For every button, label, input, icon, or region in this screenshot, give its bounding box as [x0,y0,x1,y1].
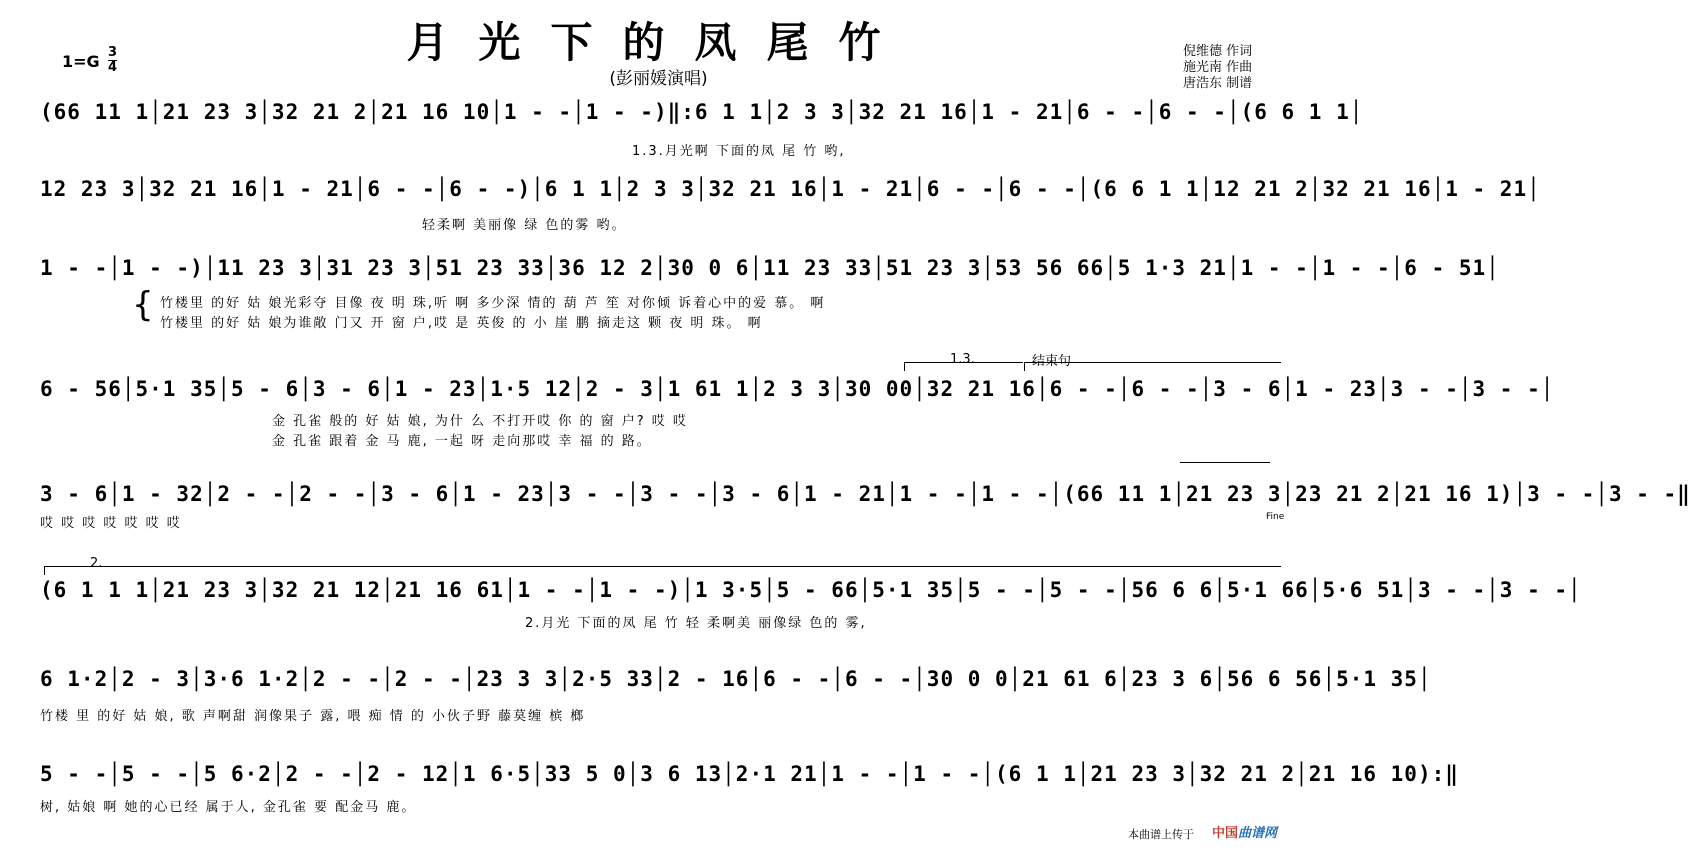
logo-part-1: 中国 [1212,826,1239,841]
time-signature-top: 3 [108,45,118,60]
lyric-line-7: 竹楼 里 的好 姑 娘, 歌 声啊甜 润像果子 露, 喂 痴 情 的 小伙子野 藤莫缠 槟 榔 [40,709,586,724]
song-title: 月光下的凤尾竹 [406,18,911,67]
credit-transcriber: 唐浩东 制谱 [1183,76,1253,91]
fine-mark: Fine [1266,512,1285,522]
staff-line-6: (6 1 1 1│21 23 3│32 21 12│21 16 61│1 - -│1 - -)│1 3·5│5 - 66│5·1 35│5 - -│5 - -│56 6 6│5·1 66│5·6 51│3 - -│3 - -│ [40,578,1582,602]
lyric-line-8: 树, 姑娘 啊 她的心已经 属于人, 金孔雀 要 配金马 鹿。 [40,800,417,815]
lyric-line-4b: 金 孔雀 跟着 金 马 鹿, 一起 呀 走向那哎 幸 福 的 路。 [272,434,652,449]
time-signature-bottom: 4 [108,60,118,75]
lyric-line-6: 2.月光 下面的凤 尾 竹 轻 柔啊美 丽像绿 色的 雾, [525,616,867,631]
upload-note: 本曲谱上传于 [1128,828,1194,841]
lyric-line-3b: 竹楼里 的好 姑 娘为谁敞 门又 开 窗 户,哎 是 英俊 的 小 崖 鹏 摘走这 颗 夜 明 珠。 啊 [160,316,763,331]
logo-part-2: 曲谱网 [1238,826,1278,841]
volta-bracket-2 [44,566,1281,575]
staff-line-1: (66 11 1│21 23 3│32 21 2│21 16 10│1 - -│1 - -)‖:6 1 1│2 3 3│32 21 16│1 - 21│6 - -│6 - -│(6 6 1 1│ [40,100,1364,124]
time-signature [108,46,117,75]
staff-line-4: 6 - 56│5·1 35│5 - 6│3 - 6│1 - 23│1·5 12│2 - 3│1 61 1│2 3 3│30 00│32 21 16│6 - -│6 - -│3 - 6│1 - 23│3 - -│3 - -│ [40,377,1555,401]
ending-label: 结束句 [1032,354,1072,369]
lyric-line-2: 轻柔啊 美丽像 绿 色的雾 哟。 [422,218,627,233]
key-signature: 1=G [62,52,100,71]
credit-lyricist: 倪维德 作词 [1183,44,1253,59]
staff-line-8: 5 - -│5 - -│5 6·2│2 - -│2 - 12│1 6·5│33 5 0│3 6 13│2·1 21│1 - -│1 - -│(6 1 1│21 23 3│32 21 2│21 16 10):‖ [40,762,1459,786]
performer-subtitle: (彭丽媛演唱) [609,69,708,89]
volta-label-1-3: 1.3. [950,352,975,367]
decrescendo-mark [1180,462,1270,471]
volta-label-2: 2. [90,556,103,571]
staff-line-7: 6 1·2│2 - 3│3·6 1·2│2 - -│2 - -│23 3 3│2·5 33│2 - 16│6 - -│6 - -│30 0 0│21 61 6│23 3 6│56 6 56│5·1 35│ [40,667,1432,691]
lyric-line-3a: 竹楼里 的好 姑 娘光彩夺 目像 夜 明 珠,听 啊 多少深 情的 葫 芦 笙 对你倾 诉着心中的爱 慕。 啊 [160,296,826,311]
credit-composer: 施光南 作曲 [1183,60,1253,75]
verse-brace: { [132,285,154,325]
site-logo[interactable] [1212,822,1277,841]
staff-line-2: 12 23 3│32 21 16│1 - 21│6 - -│6 - -)│6 1 1│2 3 3│32 21 16│1 - 21│6 - -│6 - -│(6 6 1 1│12 21 2│32 21 16│1 - 21│ [40,177,1541,201]
staff-line-5: 3 - 6│1 - 32│2 - -│2 - -│3 - 6│1 - 23│3 - -│3 - -│3 - 6│1 - 21│1 - -│1 - -│(66 11 1│21 23 3│23 21 2│21 16 1)│3 - -│3 - -‖ [40,482,1691,506]
lyric-line-5: 哎 哎 哎 哎 哎 哎 哎 [40,516,182,531]
staff-line-3: 1 - -│1 - -)│11 23 3│31 23 3│51 23 33│36 12 2│30 0 6│11 23 33│51 23 3│53 56 66│5 1·3 21│1 - -│1 - -│6 - 51│ [40,256,1500,280]
lyric-line-4a: 金 孔雀 般的 好 姑 娘, 为什 么 不打开哎 你 的 窗 户? 哎 哎 [272,414,688,429]
credits [1183,44,1252,92]
lyric-line-1: 1.3.月光啊 下面的凤 尾 竹 哟, [632,144,846,159]
